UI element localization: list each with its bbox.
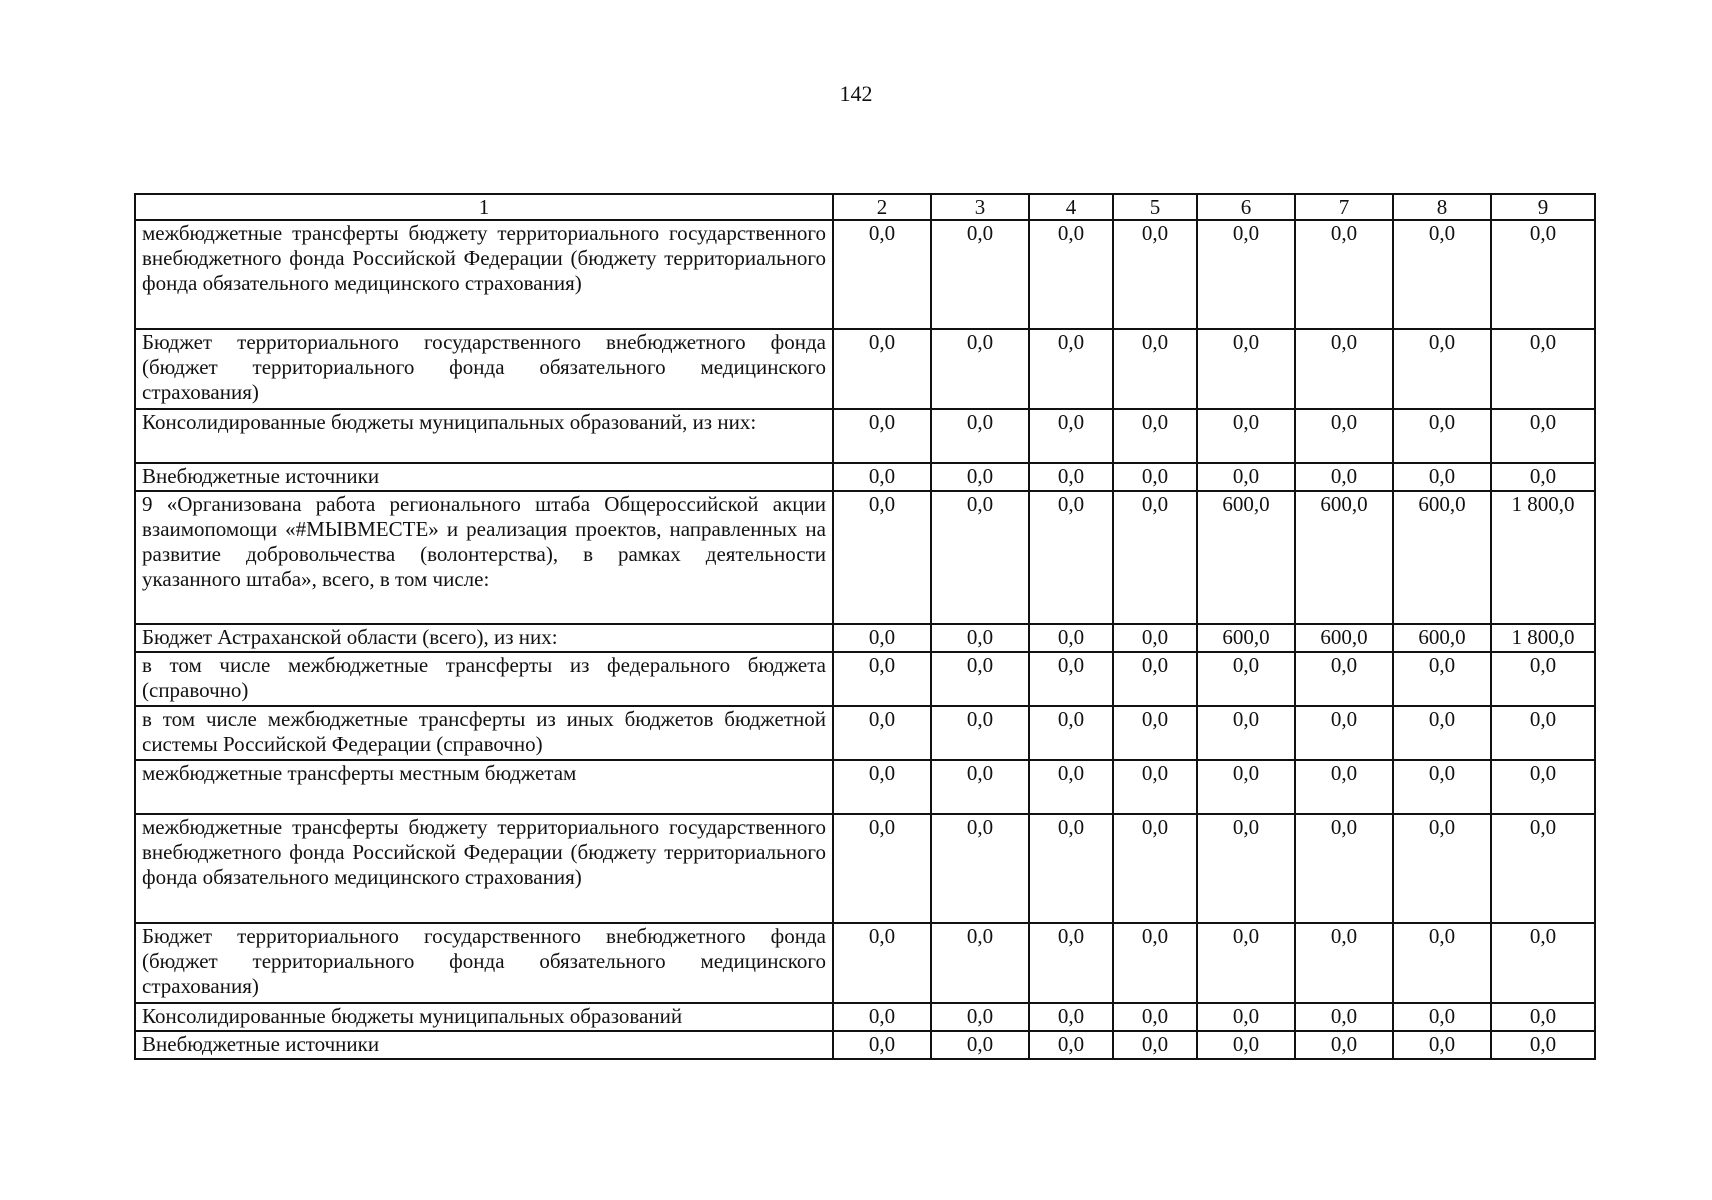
value-cell: 0,0 xyxy=(1393,409,1491,463)
budget-table xyxy=(134,193,1596,1060)
column-header-row xyxy=(135,194,1595,220)
row-label: Бюджет территориального государственного внебюджетного фонда (бюджет территориального фонда обязательного медицинского страхования) xyxy=(135,923,833,1003)
value-cell: 0,0 xyxy=(931,329,1029,409)
value-cell: 0,0 xyxy=(1295,463,1393,491)
value-cell: 0,0 xyxy=(1029,220,1113,329)
value-cell: 0,0 xyxy=(833,463,931,491)
value-cell: 0,0 xyxy=(1295,923,1393,1003)
value-cell: 0,0 xyxy=(1197,1003,1295,1031)
value-cell: 0,0 xyxy=(1295,220,1393,329)
value-cell: 0,0 xyxy=(1113,1003,1197,1031)
value-cell: 0,0 xyxy=(1029,463,1113,491)
value-cell: 0,0 xyxy=(1197,463,1295,491)
row-label: межбюджетные трансферты местным бюджетам xyxy=(135,760,833,814)
row-label: Внебюджетные источники xyxy=(135,463,833,491)
value-cell: 0,0 xyxy=(1197,409,1295,463)
row-label: в том числе межбюджетные трансферты из иных бюджетов бюджетной системы Российской Федерации (справочно) xyxy=(135,706,833,760)
value-cell: 0,0 xyxy=(1491,923,1595,1003)
table-row xyxy=(135,760,1595,814)
value-cell: 0,0 xyxy=(1029,760,1113,814)
value-cell: 0,0 xyxy=(1029,1003,1113,1031)
value-cell: 0,0 xyxy=(1029,329,1113,409)
value-cell: 0,0 xyxy=(931,463,1029,491)
column-header: 9 xyxy=(1491,194,1595,220)
table-row xyxy=(135,1003,1595,1031)
row-label: Консолидированные бюджеты муниципальных образований xyxy=(135,1003,833,1031)
value-cell: 600,0 xyxy=(1295,624,1393,652)
value-cell: 0,0 xyxy=(1393,652,1491,706)
value-cell: 0,0 xyxy=(1113,1031,1197,1059)
value-cell: 0,0 xyxy=(1113,652,1197,706)
value-cell: 0,0 xyxy=(1113,409,1197,463)
value-cell: 0,0 xyxy=(833,329,931,409)
value-cell: 0,0 xyxy=(833,1031,931,1059)
value-cell: 0,0 xyxy=(1295,329,1393,409)
value-cell: 0,0 xyxy=(1491,814,1595,923)
value-cell: 0,0 xyxy=(931,220,1029,329)
column-header: 1 xyxy=(135,194,833,220)
value-cell: 600,0 xyxy=(1393,491,1491,624)
value-cell: 0,0 xyxy=(833,923,931,1003)
value-cell: 0,0 xyxy=(1295,814,1393,923)
table-row xyxy=(135,814,1595,923)
value-cell: 0,0 xyxy=(1113,220,1197,329)
row-label: Бюджет Астраханской области (всего), из них: xyxy=(135,624,833,652)
value-cell: 0,0 xyxy=(1393,220,1491,329)
value-cell: 0,0 xyxy=(833,652,931,706)
value-cell: 0,0 xyxy=(1393,706,1491,760)
column-header: 3 xyxy=(931,194,1029,220)
value-cell: 0,0 xyxy=(1393,1031,1491,1059)
value-cell: 0,0 xyxy=(1393,1003,1491,1031)
value-cell: 0,0 xyxy=(833,491,931,624)
value-cell: 0,0 xyxy=(931,491,1029,624)
table-row xyxy=(135,409,1595,463)
value-cell: 0,0 xyxy=(833,220,931,329)
table-row xyxy=(135,491,1595,624)
value-cell: 0,0 xyxy=(1029,652,1113,706)
row-label: 9 «Организована работа регионального штаба Общероссийской акции взаимопомощи «#МЫВМЕСТЕ» и реализация проектов, направленных на развитие добровольчества (волонтерства), в рамках деятельности указанного штаба», всего, в том числе: xyxy=(135,491,833,624)
value-cell: 0,0 xyxy=(931,624,1029,652)
value-cell: 0,0 xyxy=(1295,652,1393,706)
value-cell: 0,0 xyxy=(1029,409,1113,463)
value-cell: 0,0 xyxy=(1491,463,1595,491)
column-header: 2 xyxy=(833,194,931,220)
table-row xyxy=(135,329,1595,409)
value-cell: 0,0 xyxy=(1029,706,1113,760)
value-cell: 0,0 xyxy=(833,706,931,760)
table-row xyxy=(135,624,1595,652)
value-cell: 0,0 xyxy=(1393,814,1491,923)
row-label: межбюджетные трансферты бюджету территориального государственного внебюджетного фонда Российской Федерации (бюджету территориального фонда обязательного медицинского страхования) xyxy=(135,814,833,923)
table-row xyxy=(135,923,1595,1003)
column-header: 6 xyxy=(1197,194,1295,220)
row-label: Консолидированные бюджеты муниципальных образований, из них: xyxy=(135,409,833,463)
value-cell: 0,0 xyxy=(1113,923,1197,1003)
table-row xyxy=(135,706,1595,760)
value-cell: 0,0 xyxy=(931,1031,1029,1059)
value-cell: 0,0 xyxy=(1113,491,1197,624)
value-cell: 0,0 xyxy=(1029,491,1113,624)
value-cell: 600,0 xyxy=(1295,491,1393,624)
value-cell: 600,0 xyxy=(1197,624,1295,652)
value-cell: 0,0 xyxy=(1197,329,1295,409)
value-cell: 0,0 xyxy=(1197,923,1295,1003)
value-cell: 0,0 xyxy=(931,1003,1029,1031)
value-cell: 0,0 xyxy=(1197,706,1295,760)
value-cell: 0,0 xyxy=(1491,760,1595,814)
value-cell: 0,0 xyxy=(1491,706,1595,760)
value-cell: 0,0 xyxy=(1393,923,1491,1003)
value-cell: 0,0 xyxy=(1295,706,1393,760)
value-cell: 0,0 xyxy=(1295,1031,1393,1059)
table-row xyxy=(135,1031,1595,1059)
value-cell: 600,0 xyxy=(1393,624,1491,652)
value-cell: 0,0 xyxy=(931,923,1029,1003)
value-cell: 0,0 xyxy=(833,760,931,814)
value-cell: 0,0 xyxy=(931,814,1029,923)
value-cell: 0,0 xyxy=(1491,220,1595,329)
value-cell: 0,0 xyxy=(1491,1031,1595,1059)
value-cell: 0,0 xyxy=(1197,1031,1295,1059)
column-header: 5 xyxy=(1113,194,1197,220)
value-cell: 0,0 xyxy=(1491,1003,1595,1031)
column-header: 7 xyxy=(1295,194,1393,220)
value-cell: 0,0 xyxy=(1029,923,1113,1003)
row-label: в том числе межбюджетные трансферты из федерального бюджета (справочно) xyxy=(135,652,833,706)
value-cell: 0,0 xyxy=(1113,329,1197,409)
table-row xyxy=(135,652,1595,706)
value-cell: 0,0 xyxy=(1029,624,1113,652)
table-row xyxy=(135,463,1595,491)
value-cell: 0,0 xyxy=(1295,760,1393,814)
value-cell: 0,0 xyxy=(833,624,931,652)
value-cell: 0,0 xyxy=(1113,624,1197,652)
column-header: 4 xyxy=(1029,194,1113,220)
value-cell: 0,0 xyxy=(1491,652,1595,706)
value-cell: 0,0 xyxy=(1197,814,1295,923)
value-cell: 0,0 xyxy=(1295,1003,1393,1031)
value-cell: 0,0 xyxy=(931,652,1029,706)
value-cell: 0,0 xyxy=(833,1003,931,1031)
value-cell: 600,0 xyxy=(1197,491,1295,624)
row-label: межбюджетные трансферты бюджету территориального государственного внебюджетного фонда Российской Федерации (бюджету территориального фонда обязательного медицинского страхования) xyxy=(135,220,833,329)
value-cell: 1 800,0 xyxy=(1491,491,1595,624)
page-number: 142 xyxy=(839,81,873,106)
value-cell: 0,0 xyxy=(1393,760,1491,814)
value-cell: 0,0 xyxy=(1197,652,1295,706)
value-cell: 0,0 xyxy=(1113,760,1197,814)
value-cell: 0,0 xyxy=(1197,760,1295,814)
value-cell: 0,0 xyxy=(1295,409,1393,463)
value-cell: 0,0 xyxy=(1197,220,1295,329)
value-cell: 0,0 xyxy=(1393,463,1491,491)
value-cell: 0,0 xyxy=(1491,329,1595,409)
table-row xyxy=(135,220,1595,329)
value-cell: 0,0 xyxy=(1393,329,1491,409)
value-cell: 0,0 xyxy=(1491,409,1595,463)
value-cell: 0,0 xyxy=(1113,814,1197,923)
value-cell: 0,0 xyxy=(931,760,1029,814)
value-cell: 0,0 xyxy=(1113,463,1197,491)
column-header: 8 xyxy=(1393,194,1491,220)
value-cell: 0,0 xyxy=(931,706,1029,760)
value-cell: 0,0 xyxy=(931,409,1029,463)
value-cell: 0,0 xyxy=(833,814,931,923)
value-cell: 0,0 xyxy=(1029,1031,1113,1059)
value-cell: 0,0 xyxy=(1113,706,1197,760)
value-cell: 0,0 xyxy=(1029,814,1113,923)
row-label: Бюджет территориального государственного внебюджетного фонда (бюджет территориального фонда обязательного медицинского страхования) xyxy=(135,329,833,409)
value-cell: 1 800,0 xyxy=(1491,624,1595,652)
value-cell: 0,0 xyxy=(833,409,931,463)
row-label: Внебюджетные источники xyxy=(135,1031,833,1059)
